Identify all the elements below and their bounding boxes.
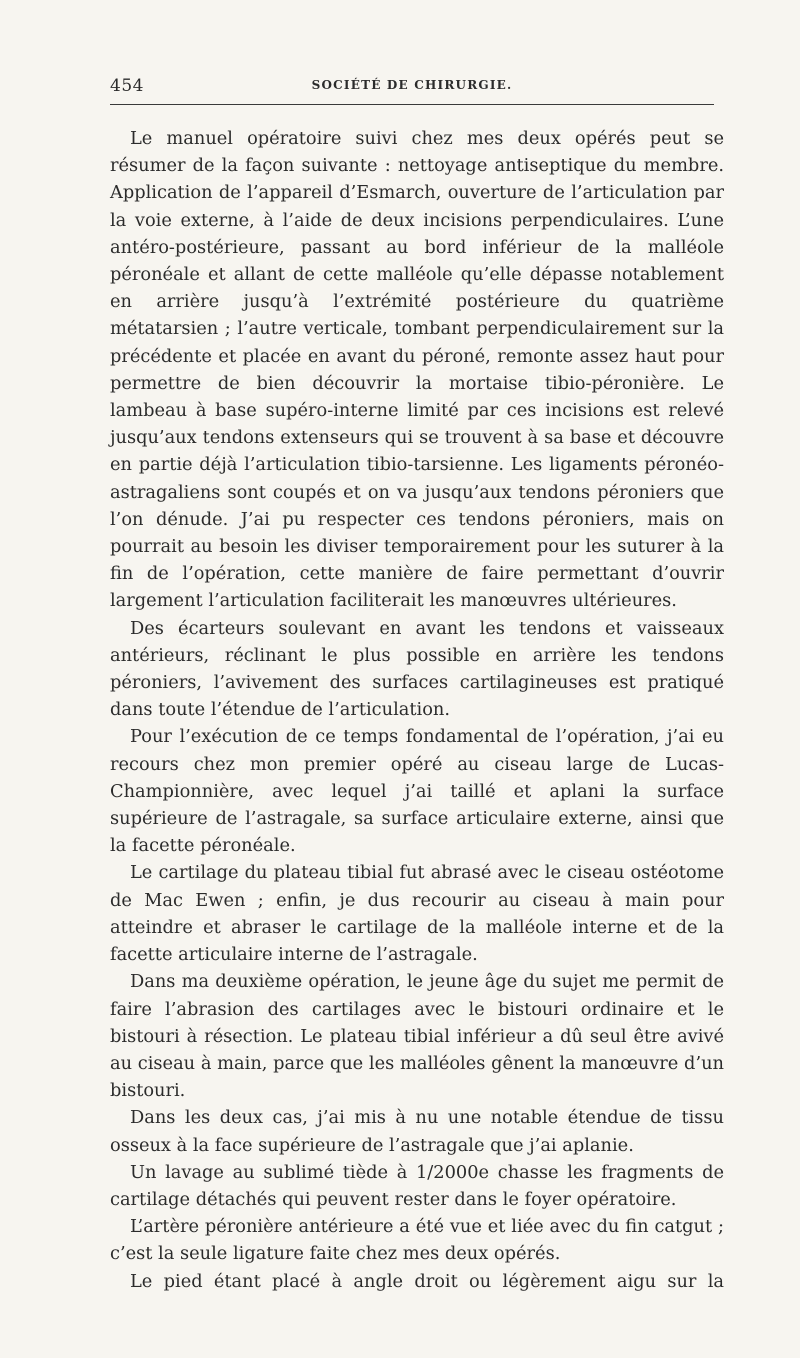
paragraph: Dans ma deuxième opération, le jeune âge du sujet me permit de faire l’abrasion des cartilages avec le bistouri ordinaire et le bistouri à résection. Le plateau tibial inférieur a dû seul être avivé au ciseau à main, parce que les malléoles gênent la manœuvre d’un bistouri.: [110, 971, 724, 1102]
page-number: 454: [110, 76, 144, 96]
paragraph: Dans les deux cas, j’ai mis à nu une notable étendue de tissu osseux à la face supérieure de l’astragale que j’ai aplanie.: [110, 1107, 724, 1156]
body-text: [110, 125, 724, 1295]
paragraph: Le cartilage du plateau tibial fut abrasé avec le ciseau ostéotome de Mac Ewen ; enfin, je dus recourir au ciseau à main pour atteindre et abraser le cartilage de la malléole interne et de la facette articulaire interne de l’astragale.: [110, 862, 724, 966]
header-rule: [110, 104, 714, 105]
paragraph: Le manuel opératoire suivi chez mes deux opérés peut se résumer de la façon suivante : nettoyage antiseptique du membre. Application de l’appareil d’Esmarch, ouverture de l’articulation par la voie externe, à l’aide de deux incisions perpendiculaires. L’une antéro-postérieure, passant au bord inférieur de la malléole péronéale et allant de cette malléole qu’elle dépasse notablement en arrière jusqu’à l’extrémité postérieure du quatrième métatarsien ; l’autre verticale, tombant perpendiculairement sur la précédente et placée en avant du péroné, remonte assez haut pour permettre de bien découvrir la mortaise tibio-péronière. Le lambeau à base supéro-interne limité par ces incisions est relevé jusqu’aux tendons extenseurs qui se trouvent à sa base et découvre en partie déjà l’articulation tibio-tarsienne. Les ligaments péronéo-astragaliens sont coupés et on va jusqu’aux tendons péroniers que l’on dénude. J’ai pu respecter ces tendons péroniers, mais on pourrait au besoin les diviser temporairement pour les suturer à la fin de l’opération, cette manière de faire permettant d’ouvrir largement l’articulation faciliterait les manœuvres ultérieures.: [110, 128, 724, 612]
paragraph: Pour l’exécution de ce temps fondamental de l’opération, j’ai eu recours chez mon premier opéré au ciseau large de Lucas-Championnière, avec lequel j’ai taillé et aplani la surface supérieure de l’astragale, sa surface articulaire externe, ainsi que la facette péronéale.: [110, 726, 724, 857]
paragraph: Le pied étant placé à angle droit ou légèrement aigu sur la: [130, 1270, 724, 1292]
paragraph: L’artère péronière antérieure a été vue et liée avec du fin catgut ; c’est la seule ligature faite chez mes deux opérés.: [110, 1216, 724, 1265]
paragraph: Un lavage au sublimé tiède à 1/2000e chasse les fragments de cartilage détachés qui peuvent rester dans le foyer opératoire.: [110, 1161, 724, 1210]
running-head: [110, 76, 714, 96]
paragraph: Des écarteurs soulevant en avant les tendons et vaisseaux antérieurs, réclinant le plus possible en arrière les tendons péroniers, l’avivement des surfaces cartilagineuses est pratiqué dans toute l’étendue de l’articulation.: [110, 617, 724, 721]
running-title: SOCIÉTÉ DE CHIRURGIE.: [311, 78, 513, 92]
